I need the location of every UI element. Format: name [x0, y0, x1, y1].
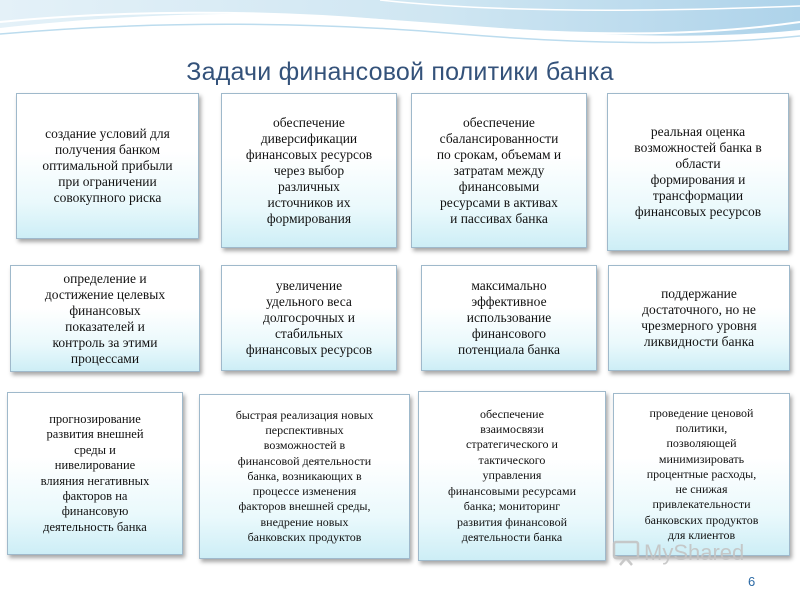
task-card-text: определение и достижение целевых финансовых показателей и контроль за этими процессами [44, 270, 166, 366]
task-card [418, 391, 606, 561]
task-card [10, 265, 200, 372]
presentation-icon [612, 540, 640, 566]
task-card [608, 265, 790, 371]
task-card [613, 393, 790, 556]
task-card-text: обеспечение сбалансированности по срокам, объемам и затратам между финансовыми ресурсами в активах и пассивах банка [436, 114, 562, 226]
task-card [607, 93, 789, 251]
task-card-text: максимально эффективное использование финансового потенциала банка [457, 278, 560, 357]
task-card [199, 394, 410, 559]
watermark [612, 540, 744, 566]
task-card-text: поддержание достаточного, но не чрезмерного уровня ликвидности банка [641, 286, 757, 349]
task-card [411, 93, 587, 248]
task-card [16, 93, 199, 239]
task-card-text: реальная оценка возможностей банка в области формирования и трансформации финансовых ресурсов [634, 124, 762, 219]
task-card [221, 93, 397, 248]
task-card-text: увеличение удельного веса долгосрочных и стабильных финансовых ресурсов [245, 278, 373, 357]
task-card [7, 392, 183, 555]
task-card-text: обеспечение диверсификации финансовых ресурсов через выбор различных источников их формирования [245, 114, 373, 226]
task-card-text: проведение ценовой политики, позволяющей минимизировать процентные расходы, не снижая привлекательности банковских продуктов для клиентов [644, 405, 759, 543]
page-number: 6 [748, 574, 756, 589]
task-card-text: обеспечение взаимосвязи стратегического и тактического управления финансовыми ресурсами банка; мониторинг развития финансовой деятельности банка [447, 406, 577, 544]
task-card-text: прогнозирование развития внешней среды и нивелирование влияния негативных факторов на финансовую деятельность банка [40, 411, 150, 534]
task-card-text: создание условий для получения банком оптимальной прибыли при ограничении совокупного риска [42, 126, 173, 205]
watermark-text: MyShared [644, 540, 745, 565]
task-card-text: быстрая реализация новых перспективных возможностей в финансовой деятельности банка, возникающих в процессе изменения факторов внешней среды, внедрение новых банковских продуктов [235, 408, 374, 544]
task-card [221, 265, 397, 371]
slide-title: Задачи финансовой политики банка [186, 58, 614, 86]
task-card [421, 265, 597, 371]
